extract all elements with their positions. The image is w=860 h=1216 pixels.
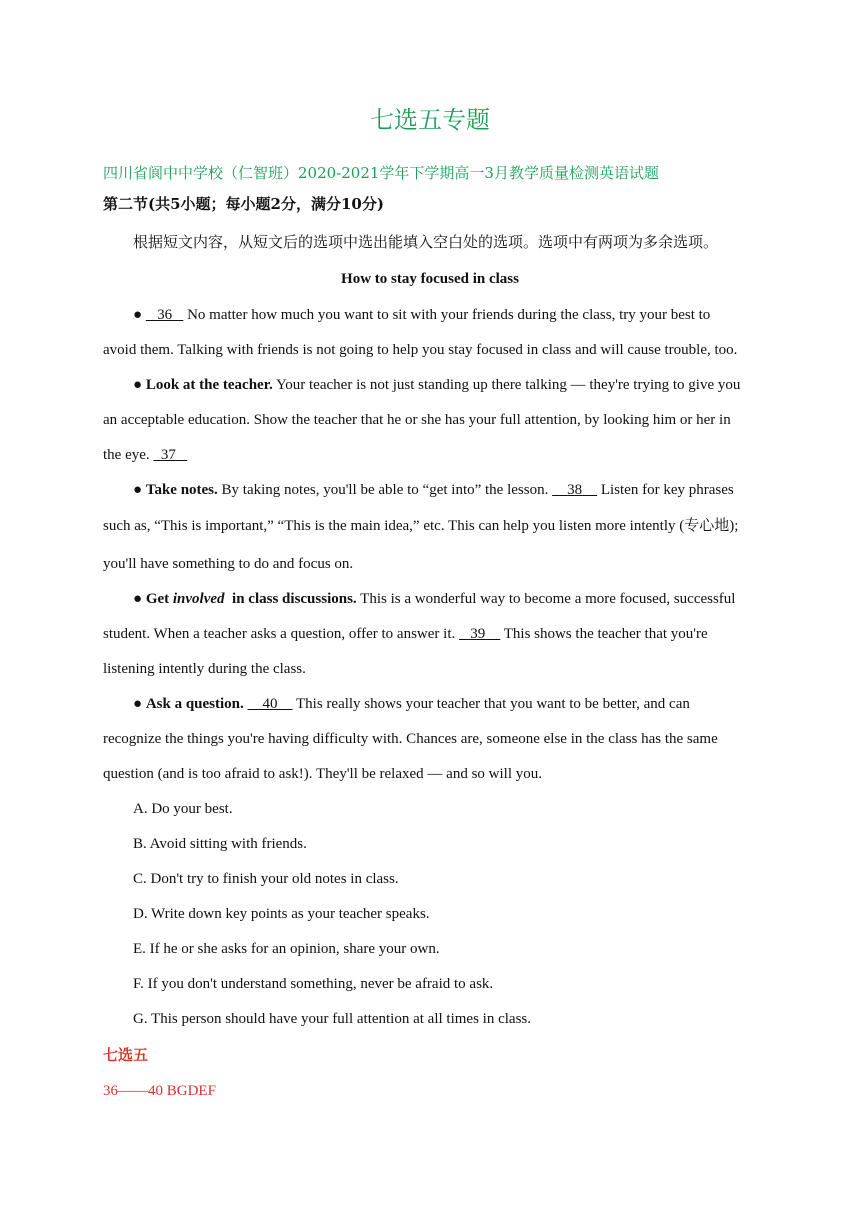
instructions: 根据短文内容，从短文后的选项中选出能填入空白处的选项。选项中有两项为多余选项。 (133, 233, 719, 251)
option-c: C. Don't try to finish your old notes in class. (133, 871, 399, 887)
paragraph-4-line-1: ● Get involved in class discussions. This is a wonderful way to become a more focused, successful (133, 591, 736, 607)
paragraph-3-line-2: such as, “This is important,” “This is the main idea,” etc. This can help you listen more intently (专心地); (103, 518, 739, 534)
option-g: G. This person should have your full attention at all times in class. (133, 1011, 531, 1027)
paragraph-2-line-2: an acceptable education. Show the teacher that he or she has your full attention, by looking him or her in (103, 412, 731, 428)
paragraph-2-line-1: ● Look at the teacher. Your teacher is not just standing up there talking — they're trying to give you (133, 377, 741, 393)
paragraph-1-line-2: avoid them. Talking with friends is not going to help you stay focused in class and will cause trouble, too. (103, 342, 738, 358)
paragraph-2-heading: Look at the teacher. (145, 377, 273, 393)
answer-label: 七选五 (103, 1046, 149, 1064)
paragraph-4-line-3: listening intently during the class. (103, 661, 306, 677)
section-header: 第二节(共5小题；每小题2分，满分10分) (103, 195, 384, 213)
paragraph-2-line-3: the eye. 37 (103, 445, 763, 465)
paragraph-5-line-1: ● Ask a question. 40 This really shows your teacher that you want to be better, and can (133, 696, 690, 712)
paragraph-1-line-1: ● 36 No matter how much you want to sit with your friends during the class, try your best to (133, 307, 711, 323)
paragraph-5-line-2: recognize the things you're having difficulty with. Chances are, someone else in the class has the same (103, 731, 718, 747)
paragraph-3-heading: Take notes. (145, 482, 218, 498)
option-e: E. If he or she asks for an opinion, share your own. (133, 941, 440, 957)
bullet: ● (133, 307, 143, 323)
blank-38: 38 (567, 482, 583, 498)
option-d: D. Write down key points as your teacher speaks. (133, 906, 430, 922)
paragraph-3-line-3: you'll have something to do and focus on. (103, 556, 354, 572)
page-title: 七选五专题 (370, 106, 490, 134)
exam-source: 四川省阆中中学校（仁智班）2020-2021学年下学期高一3月教学质量检测英语试题 (103, 164, 659, 182)
paragraph-3-line-1: ● Take notes. By taking notes, you'll be able to “get into” the lesson. 38 Listen for key phrases (133, 482, 734, 498)
option-a: A. Do your best. (133, 801, 233, 817)
paragraph-4-line-2: student. When a teacher asks a question, offer to answer it. 39 This shows the teacher that you're (103, 626, 708, 642)
answer-key: 36——40 BGDEF (103, 1083, 216, 1099)
blank-39: 39 (470, 626, 486, 642)
paragraph-5-line-3: question (and is too afraid to ask!). They'll be relaxed — and so will you. (103, 766, 542, 782)
blank-37: 37 (160, 447, 176, 463)
blank-36: 36 (157, 307, 173, 323)
option-b: B. Avoid sitting with friends. (133, 836, 307, 852)
paragraph-4-heading: Get involved in class discussions. (145, 591, 357, 607)
option-f: F. If you don't understand something, never be afraid to ask. (133, 976, 494, 992)
blank-40: 40 (262, 696, 278, 712)
passage-title: How to stay focused in class (341, 271, 519, 287)
paragraph-5-heading: Ask a question. (145, 696, 244, 712)
